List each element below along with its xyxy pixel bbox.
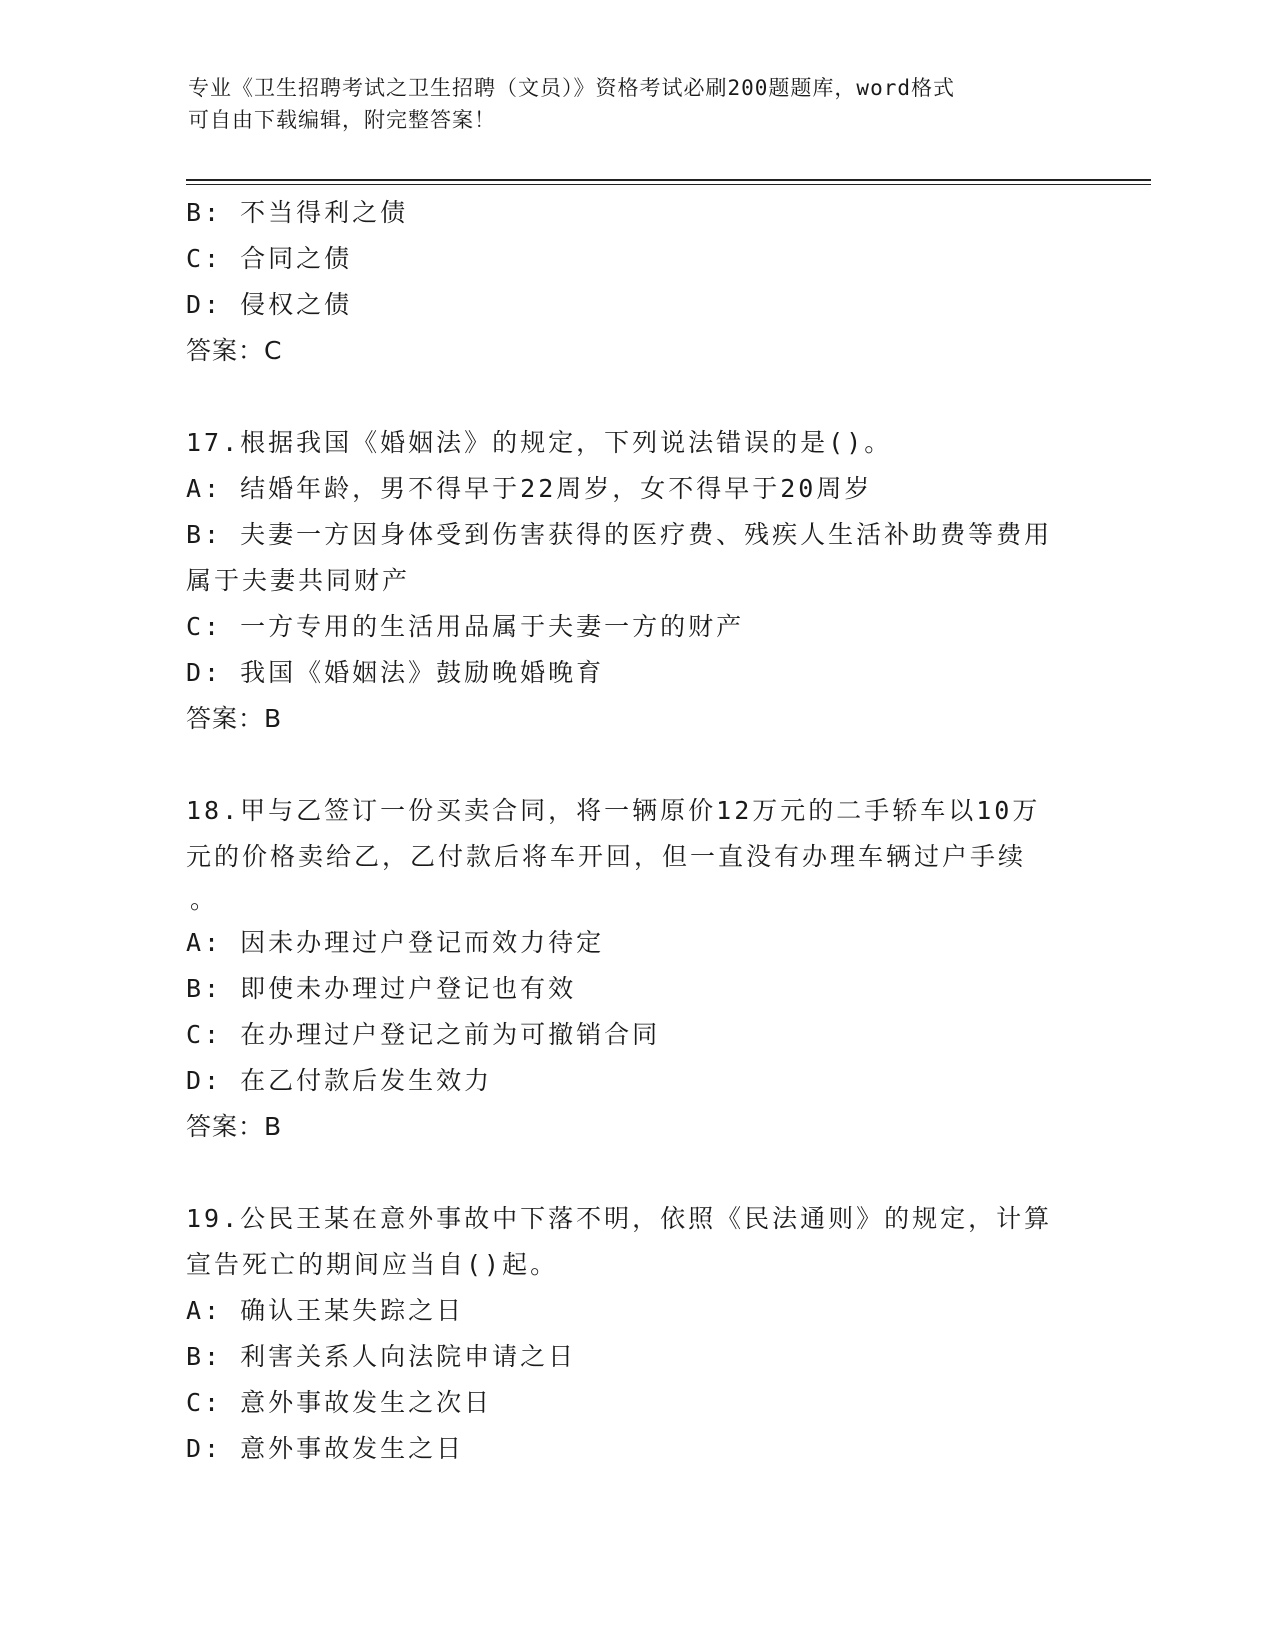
header-divider-thick (186, 179, 1151, 181)
prev-option-c: C: 合同之债 (186, 244, 353, 273)
q17-answer: 答案：B (186, 704, 283, 733)
q17-option-c: C: 一方专用的生活用品属于夫妻一方的财产 (186, 612, 745, 641)
q17-option-a: A: 结婚年龄，男不得早于22周岁，女不得早于20周岁 (186, 474, 873, 503)
q18-stem-line-3: 。 (190, 885, 216, 914)
spacer (186, 374, 1086, 420)
q19-stem-line-2: 宣告死亡的期间应当自()起。 (186, 1250, 559, 1279)
q19-option-a: A: 确认王某失踪之日 (186, 1296, 465, 1325)
document-header (188, 72, 1068, 136)
q19-stem-line-1: 19.公民王某在意外事故中下落不明，依照《民法通则》的规定，计算 (186, 1204, 1053, 1233)
q19-option-b: B: 利害关系人向法院申请之日 (186, 1342, 577, 1371)
question-content (186, 190, 1086, 1472)
q17-option-b-line-2: 属于夫妻共同财产 (186, 566, 411, 595)
q17-option-d: D: 我国《婚姻法》鼓励晚婚晚育 (186, 658, 605, 687)
q18-option-d: D: 在乙付款后发生效力 (186, 1066, 493, 1095)
q18-answer: 答案：B (186, 1112, 283, 1141)
header-line-1: 专业《卫生招聘考试之卫生招聘（文员）》资格考试必刷200题题库，word格式 (188, 76, 955, 100)
q18-option-b: B: 即使未办理过户登记也有效 (186, 974, 577, 1003)
prev-option-b: B: 不当得利之债 (186, 198, 409, 227)
prev-answer: 答案：C (186, 336, 283, 365)
q18-option-c: C: 在办理过户登记之前为可撤销合同 (186, 1020, 661, 1049)
q18-stem-line-2: 元的价格卖给乙，乙付款后将车开回，但一直没有办理车辆过户手续 (186, 842, 1027, 871)
header-line-2: 可自由下载编辑，附完整答案！ (188, 108, 496, 132)
q17-stem: 17.根据我国《婚姻法》的规定，下列说法错误的是()。 (186, 428, 893, 457)
header-divider-thin (186, 184, 1151, 185)
q19-option-c: C: 意外事故发生之次日 (186, 1388, 493, 1417)
q19-option-d: D: 意外事故发生之日 (186, 1434, 465, 1463)
q18-option-a: A: 因未办理过户登记而效力待定 (186, 928, 605, 957)
prev-option-d: D: 侵权之债 (186, 290, 353, 319)
spacer (186, 1150, 1086, 1196)
spacer (186, 742, 1086, 788)
q17-option-b-line-1: B: 夫妻一方因身体受到伤害获得的医疗费、残疾人生活补助费等费用 (186, 520, 1053, 549)
q18-stem-line-1: 18.甲与乙签订一份买卖合同，将一辆原价12万元的二手轿车以10万 (186, 796, 1041, 825)
